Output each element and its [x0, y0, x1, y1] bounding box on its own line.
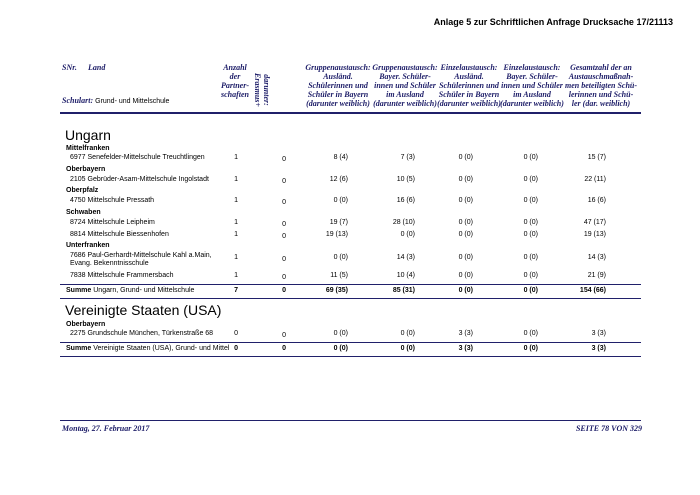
cell-erasmus: 0 [282, 332, 286, 339]
header-gruppen-bayer: Gruppenaustausch: Bayer. Schüler- innen und Schüler im Ausland (darunter weiblich) [372, 63, 438, 108]
cell-gesamt: 19 (13) [583, 231, 606, 238]
header-schulart [62, 96, 169, 106]
footer-rule [60, 420, 641, 421]
cell-anzahl: 0 [234, 330, 238, 337]
cell-gesamt: 22 (11) [584, 176, 606, 183]
cell-gb: 10 (4) [396, 272, 415, 279]
cell-anzahl: 1 [234, 197, 238, 204]
region-oberbayern: Oberbayern [66, 166, 106, 173]
cell-ea: 0 (0) [458, 197, 473, 204]
cell-gesamt: 3 (3) [591, 330, 606, 337]
cell-eb: 0 (0) [523, 287, 538, 294]
section-title-usa: Vereinigte Staaten (USA) [65, 302, 222, 318]
cell-gesamt: 16 (6) [587, 197, 606, 204]
region-schwaben: Schwaben [66, 209, 101, 216]
cell-erasmus: 0 [282, 345, 286, 352]
summe-label: Summe Ungarn, Grund- und Mittelschule [66, 287, 195, 294]
cell-gesamt: 21 (9) [587, 272, 606, 279]
cell-ga: 0 (0) [333, 254, 348, 261]
header-snr: SNr. [62, 63, 77, 72]
schulart-value: Grund- und Mittelschule [95, 98, 170, 105]
cell-eb: 0 (0) [523, 219, 538, 226]
cell-anzahl: 1 [234, 254, 238, 261]
cell-gesamt: 3 (3) [591, 345, 606, 352]
cell-anzahl: 1 [234, 154, 238, 161]
cell-gesamt: 14 (3) [587, 254, 606, 261]
school-name: 8724 Mittelschule Leipheim [70, 219, 155, 226]
cell-ga: 19 (13) [325, 231, 348, 238]
cell-ea: 3 (3) [458, 330, 473, 337]
cell-ga: 0 (0) [333, 330, 348, 337]
schulart-label: Schulart: [62, 96, 94, 105]
header-anzahl: Anzahl der Partner- schaften [221, 63, 249, 99]
school-name: 2275 Grundschule München, Türkenstraße 68 [70, 330, 214, 337]
table-row [0, 330, 700, 340]
cell-ea: 0 (0) [458, 287, 473, 294]
section-title-ungarn: Ungarn [65, 127, 111, 143]
cell-eb: 0 (0) [523, 154, 538, 161]
cell-ga: 69 (35) [325, 287, 348, 294]
cell-anzahl: 7 [234, 287, 238, 294]
cell-ea: 0 (0) [458, 272, 473, 279]
cell-ea: 0 (0) [458, 154, 473, 161]
cell-gesamt: 47 (17) [583, 219, 606, 226]
cell-ea: 3 (3) [458, 345, 473, 352]
cell-ga: 19 (7) [329, 219, 348, 226]
table-row [0, 252, 700, 267]
summe-rule-bottom [60, 298, 641, 299]
cell-anzahl: 1 [234, 176, 238, 183]
region-oberpfalz: Oberpfalz [66, 187, 99, 194]
cell-gb: 0 (0) [400, 330, 415, 337]
cell-erasmus: 0 [282, 274, 286, 281]
header-einzel-auslaend: Einzelaustausch: Ausländ. Schülerinnen und Schüler in Bayern (darunter weiblich) [437, 63, 501, 108]
cell-ga: 8 (4) [333, 154, 348, 161]
summary-row [0, 345, 700, 355]
school-name: 7838 Mittelschule Frammersbach [70, 272, 174, 279]
header-erasmus: darunter: Erasmus+ [253, 73, 271, 107]
cell-gb: 16 (6) [396, 197, 415, 204]
cell-eb: 0 (0) [523, 254, 538, 261]
anlage-title: Anlage 5 zur Schriftlichen Anfrage Drucksache 17/21113 [433, 17, 673, 27]
cell-erasmus: 0 [282, 256, 286, 263]
school-name: 8814 Mittelschule Biessenhofen [70, 231, 169, 238]
cell-gb: 0 (0) [400, 231, 415, 238]
cell-ga: 11 (5) [330, 272, 348, 279]
table-row [0, 197, 700, 207]
header-einzel-bayer: Einzelaustausch: Bayer. Schüler- innen und Schüler im Ausland (darunter weiblich) [500, 63, 564, 108]
cell-gb: 85 (31) [392, 287, 415, 294]
cell-anzahl: 1 [234, 219, 238, 226]
cell-anzahl: 1 [234, 272, 238, 279]
cell-gesamt: 154 (66) [579, 287, 606, 294]
cell-ga: 12 (6) [329, 176, 348, 183]
cell-gb: 28 (10) [392, 219, 415, 226]
cell-erasmus: 0 [282, 221, 286, 228]
table-row [0, 231, 700, 241]
table-row [0, 219, 700, 229]
summary-row [0, 287, 700, 297]
cell-erasmus: 0 [282, 287, 286, 294]
cell-gb: 10 (5) [396, 176, 415, 183]
header-land: Land [88, 63, 106, 72]
cell-eb: 0 (0) [523, 176, 538, 183]
region-unterfranken: Unterfranken [66, 242, 110, 249]
cell-ea: 0 (0) [458, 176, 473, 183]
region-mittelfranken: Mittelfranken [66, 145, 110, 152]
table-row [0, 154, 700, 164]
region-oberbayern: Oberbayern [66, 321, 106, 328]
summe-rule-bottom [60, 356, 641, 357]
cell-gb: 14 (3) [396, 254, 415, 261]
cell-gesamt: 15 (7) [587, 154, 606, 161]
cell-erasmus: 0 [282, 178, 286, 185]
header-rule [60, 112, 641, 114]
cell-anzahl: 0 [234, 345, 238, 352]
cell-eb: 0 (0) [523, 330, 538, 337]
cell-ea: 0 (0) [458, 231, 473, 238]
school-name: 2105 Gebrüder-Asam-Mittelschule Ingolstadt [70, 176, 209, 183]
cell-erasmus: 0 [282, 156, 286, 163]
summe-rule-top [60, 284, 641, 285]
cell-erasmus: 0 [282, 233, 286, 240]
table-row [0, 176, 700, 186]
cell-ga: 0 (0) [333, 345, 348, 352]
header-gruppen-auslaend: Gruppenaustausch: Ausländ. Schülerinnen und Schüler in Bayern (darunter weiblich) [305, 63, 371, 108]
cell-gb: 0 (0) [400, 345, 415, 352]
cell-eb: 0 (0) [523, 345, 538, 352]
cell-ga: 0 (0) [333, 197, 348, 204]
school-name: 6977 Senefelder-Mittelschule Treuchtlingen [70, 154, 205, 161]
cell-eb: 0 (0) [523, 197, 538, 204]
summe-rule-top [60, 342, 641, 343]
table-row [0, 272, 700, 282]
cell-eb: 0 (0) [523, 272, 538, 279]
cell-eb: 0 (0) [523, 231, 538, 238]
header-gesamt: Gesamtzahl der an Austauschmaßnah- men beteiligten Schü- lerinnen und Schü- ler (dar. weiblich) [565, 63, 637, 108]
cell-erasmus: 0 [282, 199, 286, 206]
footer-date: Montag, 27. Februar 2017 [62, 424, 150, 433]
cell-ea: 0 (0) [458, 219, 473, 226]
school-name: 4750 Mittelschule Pressath [70, 197, 155, 204]
cell-anzahl: 1 [234, 231, 238, 238]
footer-page: SEITE 78 VON 329 [575, 424, 642, 433]
cell-ea: 0 (0) [458, 254, 473, 261]
cell-gb: 7 (3) [400, 154, 415, 161]
summe-label: Summe Vereinigte Staaten (USA), Grund- und Mittel [66, 345, 230, 352]
school-name: 7686 Paul-Gerhardt-Mittelschule Kahl a.Main, Evang. Bekenntnisschule [70, 252, 212, 267]
